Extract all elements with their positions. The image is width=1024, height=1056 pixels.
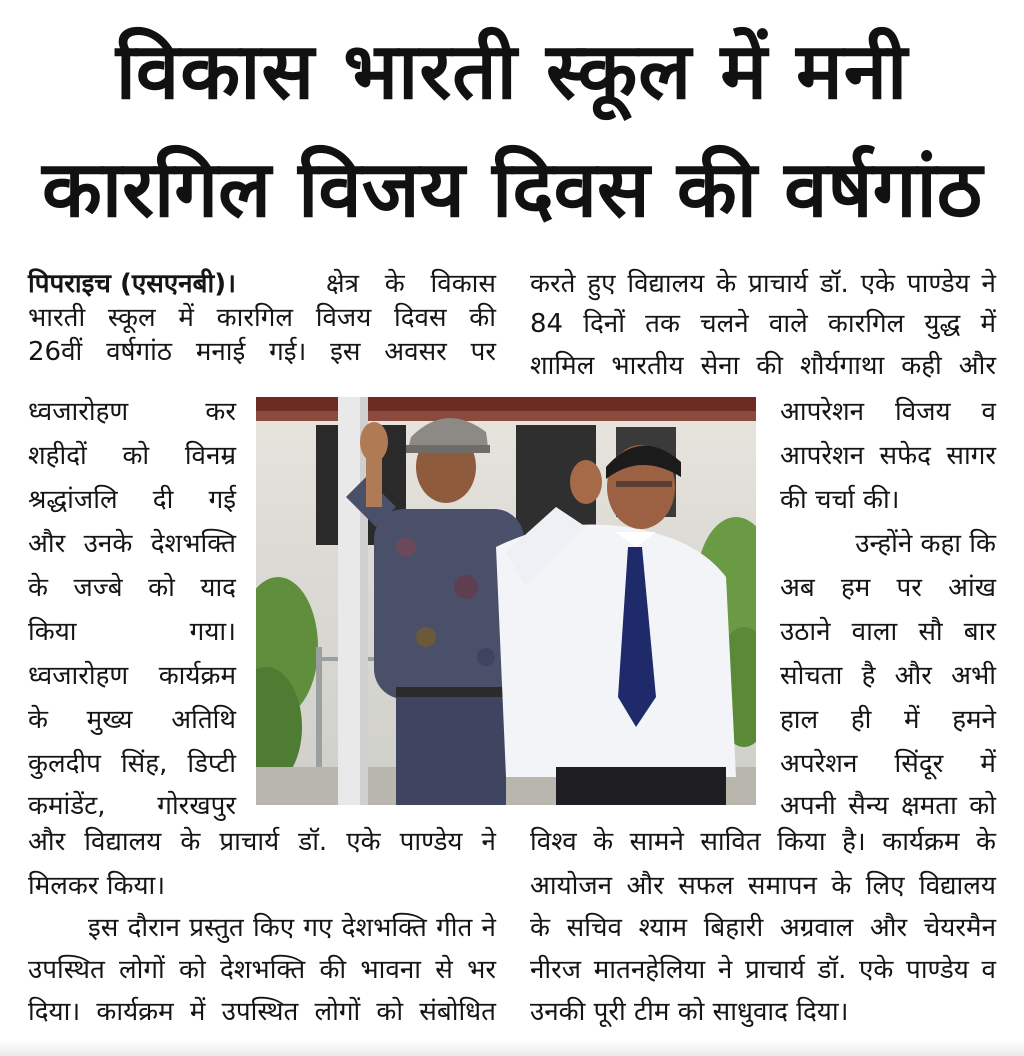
article-line: मिलकर किया। <box>28 871 166 901</box>
article-line: करते हुए विद्यालय के प्राचार्य डॉ. एके पाण्डेय ने <box>530 269 996 299</box>
article-dateline: पिपराइच (एसएनबी)। <box>28 269 236 299</box>
article-line: कुलदीप सिंह, डिप्टी <box>28 749 236 779</box>
article-line: दिया। कार्यक्रम में उपस्थित लोगों को संबोधित <box>28 997 496 1027</box>
article-line: अब हम पर आंख <box>780 573 996 603</box>
article-line: विश्व के सामने सावित किया है। कार्यक्रम के <box>530 827 996 857</box>
article-line: शहीदों को विनम्र <box>28 441 236 471</box>
article-line: अपरेशन सिंदूर में <box>780 749 996 779</box>
saluting-photo <box>256 397 756 805</box>
article-line: शामिल भारतीय सेना की शौर्यगाथा कही और <box>530 351 996 381</box>
article-line: इस दौरान प्रस्तुत किए गए देशभक्ति गीत ने <box>88 913 496 943</box>
bottom-edge <box>0 1040 1024 1056</box>
article-line: भारती स्कूल में कारगिल विजय दिवस की <box>28 303 496 333</box>
headline-line-2: कारगिल विजय दिवस की वर्षगांठ <box>41 145 983 235</box>
article-line: की चर्चा की। <box>780 485 900 515</box>
article-line: ध्वजारोहण कार्यक्रम <box>28 661 236 691</box>
article-line: के सचिव श्याम बिहारी अग्रवाल और चेयरमैन <box>530 913 996 943</box>
article-line: के मुख्य अतिथि <box>28 705 236 735</box>
photo-illustration <box>256 397 756 805</box>
article-line: कमांडेंट, गोरखपुर <box>28 791 236 821</box>
article-line: और उनके देशभक्ति <box>28 529 236 559</box>
article-line: अपनी सैन्य क्षमता को <box>780 791 996 821</box>
article-line: श्रद्धांजलि दी गई <box>28 485 236 515</box>
article-line: नीरज मातनहेलिया ने प्राचार्य डॉ. एके पाण्डेय व <box>530 955 996 985</box>
article-line: उपस्थित लोगों को देशभक्ति की भावना से भर <box>28 955 496 985</box>
article-line: 26वीं वर्षगांठ मनाई गई। इस अवसर पर <box>28 337 496 367</box>
article-line: आपरेशन विजय व <box>780 397 996 427</box>
article-line: सोचता है और अभी <box>780 661 996 691</box>
headline-line-1: विकास भारती स्कूल में मनी <box>115 27 909 117</box>
article-line: ध्वजारोहण कर <box>28 397 236 427</box>
article-line: हाल ही में हमने <box>780 705 996 735</box>
article-line: और विद्यालय के प्राचार्य डॉ. एके पाण्डेय ने <box>28 827 496 857</box>
article-line: 84 दिनों तक चलने वाले कारगिल युद्ध में <box>530 309 996 339</box>
article-line: उनकी पूरी टीम को साधुवाद दिया। <box>530 997 849 1027</box>
article-line: उठाने वाला सौ बार <box>780 617 996 647</box>
article-line: किया गया। <box>28 617 236 647</box>
article-line: आयोजन और सफल समापन के लिए विद्यालय <box>530 871 996 901</box>
article-line: उन्होंने कहा कि <box>855 529 996 559</box>
article-line: के जज्बे को याद <box>28 573 236 603</box>
article-line: आपरेशन सफेद सागर <box>780 441 996 471</box>
article-line: क्षेत्र के विकास <box>326 269 496 299</box>
